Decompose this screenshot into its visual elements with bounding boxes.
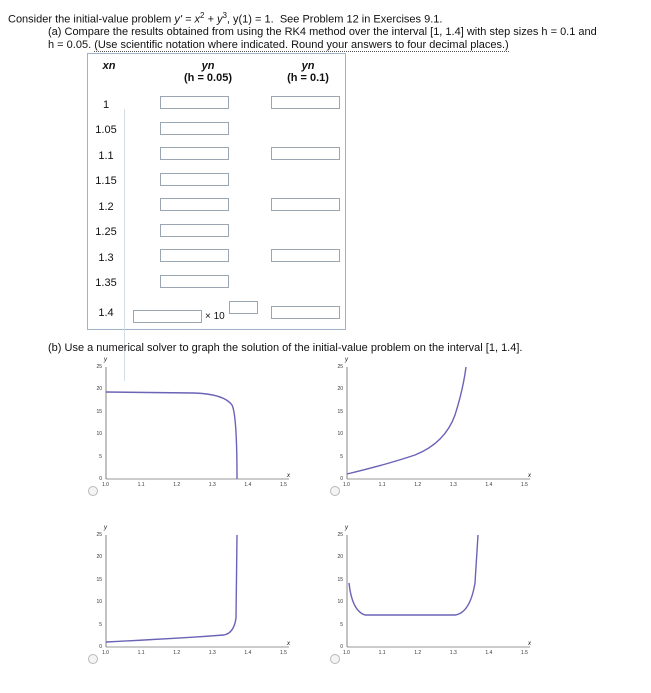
y-tick-label: 10 — [96, 431, 102, 438]
mantissa-input[interactable] — [133, 310, 202, 323]
x-tick-label: 1.5 — [521, 650, 528, 656]
yn-h01-input[interactable] — [271, 306, 340, 319]
y-tick-label: 25 — [337, 532, 343, 538]
x-tick-label: 1.2 — [173, 650, 181, 656]
graph-option-3-radio[interactable] — [88, 654, 98, 664]
y-tick-label: 25 — [96, 532, 102, 538]
exponent-2: 2 — [199, 11, 205, 20]
x-value: 1.2 — [98, 201, 114, 213]
y-axis-label: y — [345, 525, 348, 531]
solution-curve — [106, 535, 237, 642]
equation-lhs: y' = x — [174, 13, 200, 26]
equation-plus: + y — [204, 13, 223, 26]
x-tick-label: 1.3 — [208, 482, 216, 488]
x-tick-label: 1.3 — [449, 650, 457, 656]
solution-curve — [349, 535, 478, 615]
x-tick-label: 1.2 — [173, 482, 181, 488]
y-tick-label: 20 — [96, 554, 102, 561]
solution-curve — [347, 367, 466, 474]
graph-option-2-radio[interactable] — [330, 486, 340, 496]
yn-h005-input[interactable] — [160, 224, 229, 237]
x-tick-label: 1.2 — [414, 482, 422, 488]
y-tick-label: 5 — [340, 453, 343, 460]
x-tick-label: 1.0 — [102, 650, 109, 656]
x-tick-label: 1.0 — [102, 482, 109, 488]
x-tick-label: 1.0 — [343, 482, 350, 488]
graph-option-2 — [325, 355, 535, 525]
yn-h005-input[interactable] — [160, 147, 229, 160]
yn-h01-input[interactable] — [271, 147, 340, 160]
y-tick-label: 15 — [96, 576, 102, 583]
x-axis-label: x — [528, 641, 531, 647]
x-tick-label: 1.4 — [244, 482, 252, 488]
exponent-3: 3 — [222, 11, 227, 20]
yn-h005-input[interactable] — [160, 249, 229, 262]
yn-h005-input[interactable] — [160, 275, 229, 288]
graph-option-1-radio[interactable] — [88, 486, 98, 496]
yn-h01-input[interactable] — [271, 198, 340, 211]
step-size-text: h = 0.05. — [48, 39, 92, 51]
y-tick-label: 20 — [337, 386, 343, 393]
x-tick-label: 1.0 — [343, 650, 350, 656]
x-tick-label: 1.4 — [485, 482, 493, 488]
x-tick-label: 1.5 — [280, 482, 287, 488]
header-yn-h01: yn (h = 0.1) — [287, 60, 329, 84]
y-tick-label: 10 — [96, 599, 102, 606]
part-a-line2 — [48, 39, 509, 52]
x-tick-label: 1.1 — [137, 482, 145, 488]
yn-h005-input[interactable] — [160, 173, 229, 186]
x-tick-label: 1.1 — [378, 650, 386, 656]
reference-text: See Problem 12 in Exercises 9.1. — [279, 13, 443, 26]
x-value: 1.25 — [95, 226, 117, 238]
y-tick-label: 10 — [337, 431, 343, 438]
instructions-text: (Use scientific notation where indicated. Round your answers to four decimal places.) — [94, 39, 509, 51]
x-value: 1.05 — [95, 124, 117, 136]
y-tick-label: 5 — [99, 453, 102, 460]
y-axis-label: y — [104, 525, 107, 531]
y-tick-label: 10 — [337, 599, 343, 606]
x-tick-label: 1.3 — [208, 650, 216, 656]
graph-option-4-radio[interactable] — [330, 654, 340, 664]
x-tick-label: 1.4 — [244, 650, 252, 656]
problem-statement — [8, 9, 442, 27]
x-tick-label: 1.1 — [137, 650, 145, 656]
header-xn: xn — [102, 60, 116, 72]
y-tick-label: 20 — [96, 386, 102, 393]
x-tick-label: 1.5 — [280, 650, 287, 656]
yn-h005-input[interactable] — [160, 96, 229, 109]
x-tick-label: 1.4 — [485, 650, 493, 656]
y-tick-label: 15 — [96, 408, 102, 415]
part-b-text: (b) Use a numerical solver to graph the solution of the initial-value problem on the interval [1, 1.4]. — [48, 342, 523, 354]
y-tick-label: 0 — [99, 476, 102, 482]
exponent-input[interactable] — [229, 301, 258, 314]
graph-option-1 — [84, 355, 294, 525]
y-tick-label: 5 — [340, 621, 343, 628]
x-value: 1.35 — [95, 277, 117, 289]
y-axis-label: y — [104, 357, 107, 363]
yn-h01-input[interactable] — [271, 96, 340, 109]
solution-curve — [106, 392, 237, 479]
y-tick-label: 25 — [337, 364, 343, 370]
y-tick-label: 0 — [340, 644, 343, 650]
graph-option-4 — [325, 523, 535, 693]
y-axis-label: y — [345, 357, 348, 363]
x-tick-label: 1.3 — [449, 482, 457, 488]
part-a-line1: (a) Compare the results obtained from using the RK4 method over the interval [1, 1.4] with step sizes h = 0.1 and — [48, 26, 597, 38]
rk4-table — [87, 53, 346, 330]
x-tick-label: 1.5 — [521, 482, 528, 488]
yn-h005-input[interactable] — [160, 198, 229, 211]
y-tick-label: 15 — [337, 408, 343, 415]
x-axis-label: x — [287, 473, 290, 479]
times-ten-label: × 10 — [205, 311, 225, 322]
x-value: 1 — [102, 99, 110, 111]
y-tick-label: 15 — [337, 576, 343, 583]
y-tick-label: 0 — [99, 644, 102, 650]
yn-h01-input[interactable] — [271, 249, 340, 262]
y-tick-label: 20 — [337, 554, 343, 561]
x-axis-label: x — [528, 473, 531, 479]
y-tick-label: 0 — [340, 476, 343, 482]
yn-h005-input[interactable] — [160, 122, 229, 135]
header-yn-h005: yn (h = 0.05) — [184, 60, 232, 84]
graph-option-3 — [84, 523, 294, 693]
x-value: 1.4 — [98, 307, 114, 319]
x-axis-label: x — [287, 641, 290, 647]
initial-condition: , y(1) = 1. — [226, 13, 274, 26]
intro-prefix: Consider the initial-value problem — [8, 13, 172, 26]
x-tick-label: 1.1 — [378, 482, 386, 488]
x-tick-label: 1.2 — [414, 650, 422, 656]
x-value: 1.15 — [95, 175, 117, 187]
y-tick-label: 5 — [99, 621, 102, 628]
x-value: 1.3 — [98, 252, 114, 264]
y-tick-label: 25 — [96, 364, 102, 370]
x-value: 1.1 — [98, 150, 114, 162]
